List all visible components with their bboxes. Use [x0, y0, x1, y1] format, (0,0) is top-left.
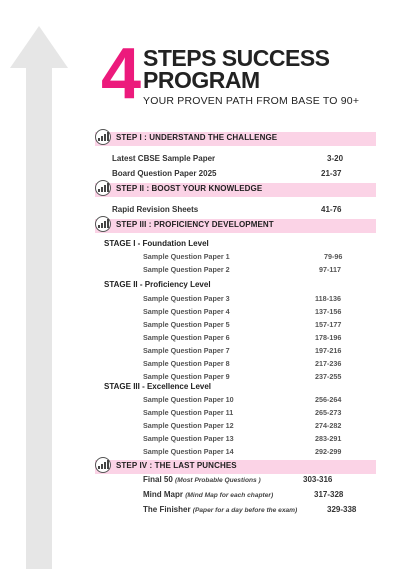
- paper-pages: 265-273: [315, 408, 342, 417]
- paper-name: Sample Question Paper 13: [143, 434, 234, 443]
- paper-name: Sample Question Paper 7: [143, 346, 230, 355]
- item-name: [143, 490, 273, 499]
- paper-pages: 274-282: [315, 421, 342, 430]
- paper-name: Sample Question Paper 14: [143, 447, 234, 456]
- signal-bars-icon: [95, 129, 111, 145]
- decorative-arrow: [10, 0, 68, 569]
- item-pages: 21-37: [321, 169, 342, 178]
- table-row: [143, 320, 373, 332]
- item-name: Board Question Paper 2025: [112, 169, 217, 178]
- signal-bars-icon: [95, 457, 111, 473]
- step-3-band: [95, 219, 376, 233]
- item-pages: 41-76: [321, 205, 342, 214]
- table-row: [143, 434, 373, 446]
- signal-bars-icon: [95, 180, 111, 196]
- paper-pages: 137-156: [315, 307, 342, 316]
- stage-1-title: STAGE I - Foundation Level: [104, 239, 209, 248]
- table-row: [143, 447, 373, 459]
- step-4-band: [95, 460, 376, 474]
- item-name: Rapid Revision Sheets: [112, 205, 199, 214]
- paper-pages: 178-196: [315, 333, 342, 342]
- table-row: [143, 333, 373, 345]
- list-item: [143, 505, 378, 517]
- table-row: [143, 421, 373, 433]
- paper-name: Sample Question Paper 10: [143, 395, 234, 404]
- item-name: Latest CBSE Sample Paper: [112, 154, 216, 163]
- paper-pages: 292-299: [315, 447, 342, 456]
- table-row: [143, 346, 373, 358]
- paper-pages: 79-96: [324, 252, 343, 261]
- item-title: The Finisher: [143, 505, 191, 514]
- title-line-2: PROGRAM: [143, 67, 260, 93]
- big-number-four: 4: [101, 34, 142, 114]
- step-3-label: STEP III : PROFICIENCY DEVELOPMENT: [116, 220, 274, 229]
- item-name: [143, 505, 297, 514]
- page-title: [143, 47, 330, 91]
- table-row: [143, 408, 373, 420]
- step-2-label: STEP II : BOOST YOUR KNOWLEDGE: [116, 184, 263, 193]
- list-item: [143, 490, 378, 502]
- list-item: [143, 475, 378, 487]
- list-item: [112, 169, 372, 181]
- item-pages: 3-20: [327, 154, 344, 163]
- paper-name: Sample Question Paper 3: [143, 294, 230, 303]
- table-row: [143, 265, 373, 277]
- paper-name: Sample Question Paper 1: [143, 252, 230, 261]
- paper-name: Sample Question Paper 6: [143, 333, 230, 342]
- paper-pages: 217-236: [315, 359, 342, 368]
- item-pages: 303-316: [303, 475, 333, 484]
- stage-3-title: STAGE III - Excellence Level: [104, 382, 212, 391]
- item-title: Mind Mapr: [143, 490, 183, 499]
- paper-pages: 237-255: [315, 372, 342, 381]
- step-2-band: [95, 183, 376, 197]
- paper-pages: 256-264: [315, 395, 342, 404]
- item-note: (Most Probable Questions ): [175, 477, 261, 484]
- item-note: (Paper for a day before the exam): [192, 507, 298, 514]
- list-item: [112, 154, 372, 166]
- signal-bars-icon: [95, 216, 111, 232]
- stage-2-title: STAGE II - Proficiency Level: [104, 280, 211, 289]
- paper-name: Sample Question Paper 5: [143, 320, 230, 329]
- page-subtitle: YOUR PROVEN PATH FROM BASE TO 90+: [143, 95, 360, 107]
- item-note: (Mind Map for each chapter): [185, 492, 274, 499]
- table-row: [143, 395, 373, 407]
- title-line-1: STEPS SUCCESS: [143, 45, 330, 71]
- item-pages: 329-338: [327, 505, 357, 514]
- table-row: [143, 252, 373, 264]
- paper-pages: 283-291: [315, 434, 342, 443]
- step-4-label: STEP IV : THE LAST PUNCHES: [116, 461, 237, 470]
- paper-pages: 97-117: [319, 265, 341, 274]
- item-pages: 317-328: [314, 490, 344, 499]
- paper-name: Sample Question Paper 9: [143, 372, 230, 381]
- item-name: [143, 475, 261, 484]
- list-item: [112, 205, 372, 217]
- paper-name: Sample Question Paper 4: [143, 307, 230, 316]
- paper-name: Sample Question Paper 2: [143, 265, 230, 274]
- table-row: [143, 307, 373, 319]
- paper-name: Sample Question Paper 8: [143, 359, 230, 368]
- table-row: [143, 359, 373, 371]
- step-1-label: STEP I : UNDERSTAND THE CHALLENGE: [116, 133, 278, 142]
- paper-name: Sample Question Paper 11: [143, 408, 234, 417]
- paper-pages: 197-216: [315, 346, 342, 355]
- item-title: Final 50: [143, 475, 173, 484]
- paper-pages: 157-177: [315, 320, 342, 329]
- paper-pages: 118-136: [315, 294, 341, 303]
- paper-name: Sample Question Paper 12: [143, 421, 234, 430]
- table-row: [143, 294, 373, 306]
- step-1-band: [95, 132, 376, 146]
